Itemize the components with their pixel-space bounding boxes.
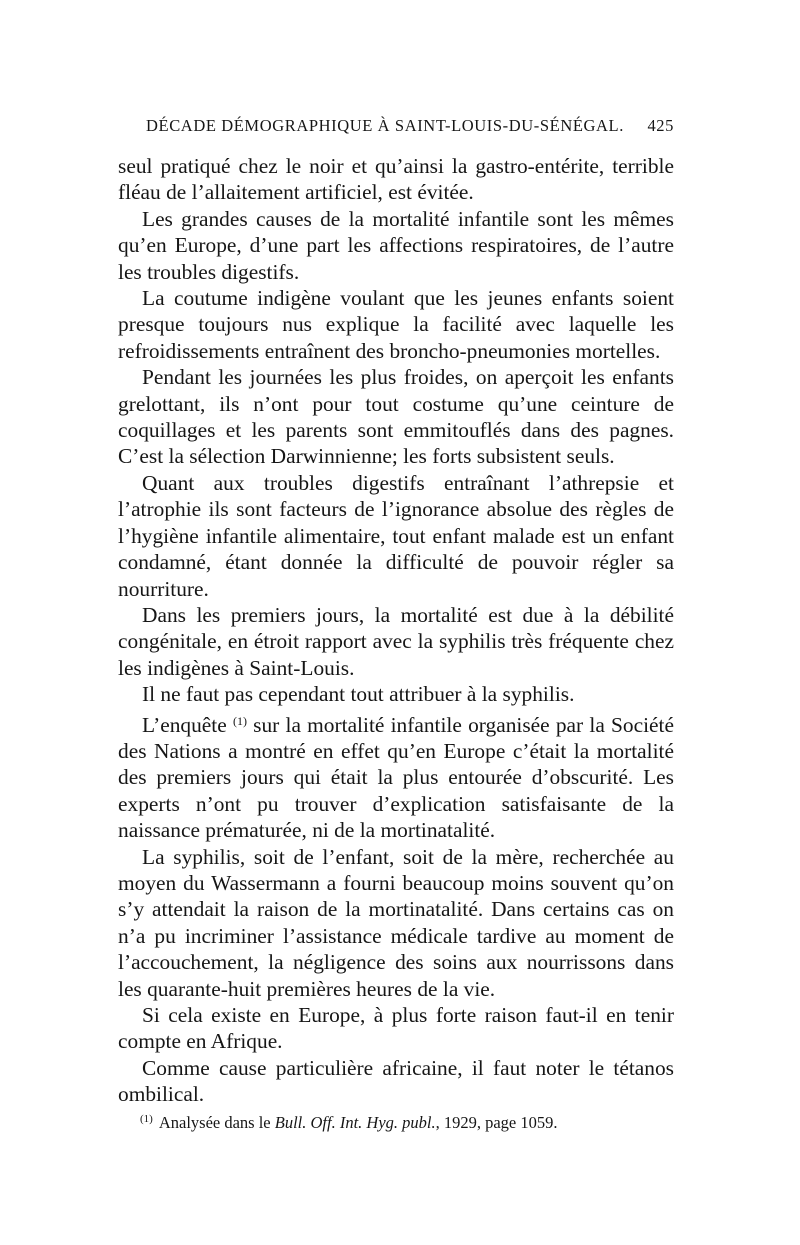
paragraph-8-before: L’enquête [142, 712, 233, 737]
paragraph-8-after: sur la mortalité infantile organisée par la Société des Nations a montré en effet qu’en Europe c’était la mortalité des premiers jours qui était la plus entourée d’obscurité. Les experts n’ont pu trouver d’explication satisfaisante de la naissance prématurée, ni de la mortinatalité. [118, 712, 674, 843]
paragraph-7: Il ne faut pas cependant tout attribuer à la syphilis. [142, 682, 575, 707]
footnote-lead: Analysée dans le [158, 1113, 271, 1132]
paragraph-2: Les grandes causes de la mortalité infantile sont les mêmes qu’en Europe, d’une part les affections respiratoires, de l’autre les troubles digestifs. [118, 206, 674, 284]
paragraph-3: La coutume indigène voulant que les jeunes enfants soient presque toujours nus explique la facilité avec laquelle les refroidissements entraînent des broncho-pneumonies mortelles. [118, 286, 674, 363]
footnote-reference: (1) [232, 713, 247, 728]
paragraph-11: Comme cause particulière africaine, il faut noter le tétanos ombilical. [118, 1055, 674, 1107]
running-title: DÉCADE DÉMOGRAPHIQUE À SAINT-LOUIS-DU-SÉNÉGAL. [146, 116, 624, 135]
footnote-mark: (1) [140, 1113, 153, 1125]
paragraph-9: La syphilis, soit de l’enfant, soit de la mère, recherchée au moyen du Wassermann a fourni beaucoup moins souvent qu’on s’y attendait la raison de la mortinatalité. Dans certains cas on n’a pu incriminer l’assistance médicale tardive au moment de l’accouchement, la négligence des soins aux nourrissons dans les quarante-huit premières heures de la vie. [118, 844, 674, 1001]
body-text [118, 153, 674, 1108]
paragraph-4: Pendant les journées les plus froides, on aperçoit les enfants grelottant, ils n’ont pour tout costume qu’une ceinture de coquillages et les parents sont emmitouflés dans des pagnes. C’est la sélection Darwinnienne; les forts subsistent seuls. [118, 365, 674, 469]
paragraph-1: seul pratiqué chez le noir et qu’ainsi la gastro-entérite, terrible fléau de l’allaitement artificiel, est évitée. [118, 154, 674, 205]
paragraph-5: Quant aux troubles digestifs entraînant l’athrepsie et l’atrophie ils sont facteurs de l’ignorance absolue des règles de l’hygiène infantile alimentaire, tout enfant malade est un enfant condamné, étant donnée la difficulté de pouvoir régler sa nourriture. [118, 470, 674, 601]
paragraph-6: Dans les premiers jours, la mortalité est due à la débilité congénitale, en étroit rapport avec la syphilis très fréquente chez les indigènes à Saint-Louis. [118, 602, 674, 680]
page-number: 425 [647, 116, 674, 135]
footnote-tail: , 1929, page 1059. [435, 1113, 558, 1132]
paragraph-8 [118, 708, 674, 844]
footnote-source: Bull. Off. Int. Hyg. publ. [274, 1113, 436, 1132]
paragraph-10: Si cela existe en Europe, à plus forte raison faut-il en tenir compte en Afrique. [118, 1003, 674, 1054]
running-head [146, 116, 674, 136]
footnote [140, 1108, 674, 1134]
